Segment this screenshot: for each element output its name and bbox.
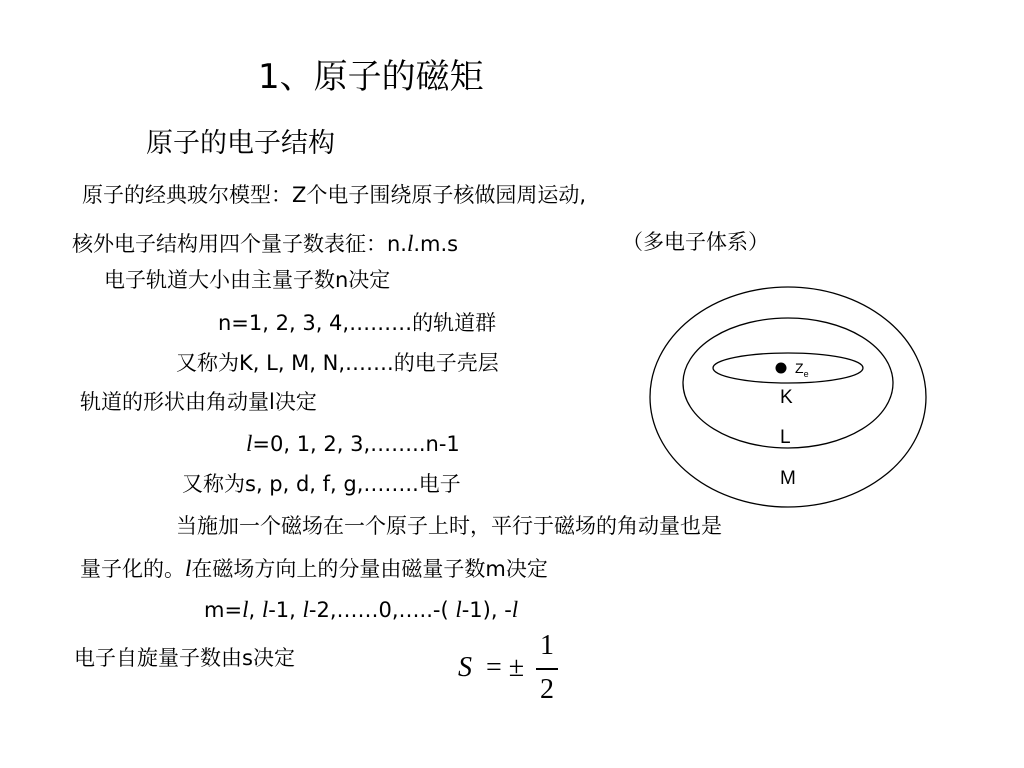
symbol-l: l [406, 231, 414, 256]
nucleus-symbol: Z [795, 360, 804, 376]
line-quantum-numbers-rest: .m.s [413, 232, 459, 256]
line-spdf: 又称为s, p, d, f, g,……..电子 [182, 472, 461, 496]
section-subtitle: 原子的电子结构 [146, 128, 335, 159]
symbol-l: l [242, 597, 249, 622]
nucleus-dot [776, 363, 787, 374]
line-orbital-groups: n=1, 2, 3, 4,………的轨道群 [218, 311, 497, 335]
m-values-a: m= [204, 598, 243, 622]
line-quantum-numbers-text: 核外电子结构用四个量子数表征：n. [72, 232, 407, 256]
shell-m-label: M [780, 468, 796, 489]
symbol-l: l [246, 431, 253, 456]
m-values-b: , [248, 598, 262, 622]
formula-denominator: 2 [540, 674, 554, 705]
line-bohr-model: 原子的经典玻尔模型：Z个电子围绕原子核做园周运动, [82, 183, 587, 207]
symbol-l: l [511, 597, 519, 622]
quantized-text-b: 在磁场方向上的分量由磁量子数m决定 [191, 557, 548, 581]
m-values-e: -1), - [461, 598, 512, 622]
m-values-c: -1, [268, 598, 303, 622]
line-magnetic-field: 当施加一个磁场在一个原子上时，平行于磁场的角动量也是 [176, 514, 722, 538]
symbol-l: l [302, 597, 309, 622]
line-spin: 电子自旋量子数由s决定 [74, 646, 295, 670]
shell-l-label: L [780, 427, 791, 448]
shell-k-label: K [780, 387, 793, 408]
symbol-l: l [261, 597, 269, 622]
formula-operator: = ± [486, 652, 525, 683]
nucleus-subscript: e [803, 369, 809, 379]
multi-electron-note: （多电子体系） [622, 230, 769, 254]
formula-numerator: 1 [540, 630, 554, 661]
page-title: 1、原子的磁矩 [258, 57, 484, 97]
nucleus-label [795, 360, 809, 379]
line-angular-momentum: 轨道的形状由角动量l决定 [80, 390, 317, 414]
l-values-text: =0, 1, 2, 3,……..n-1 [252, 432, 460, 456]
line-principal-number: 电子轨道大小由主量子数n决定 [104, 268, 391, 292]
shell-k-orbit [713, 353, 863, 383]
line-electron-shells: 又称为K, L, M, N,…….的电子壳层 [176, 351, 499, 375]
formula-lhs: S [458, 652, 472, 683]
symbol-l: l [455, 597, 462, 622]
quantized-text-a: 量子化的。 [80, 557, 185, 581]
m-values-d: -2,……0,…..-( [308, 598, 456, 622]
symbol-l: l [185, 556, 192, 581]
